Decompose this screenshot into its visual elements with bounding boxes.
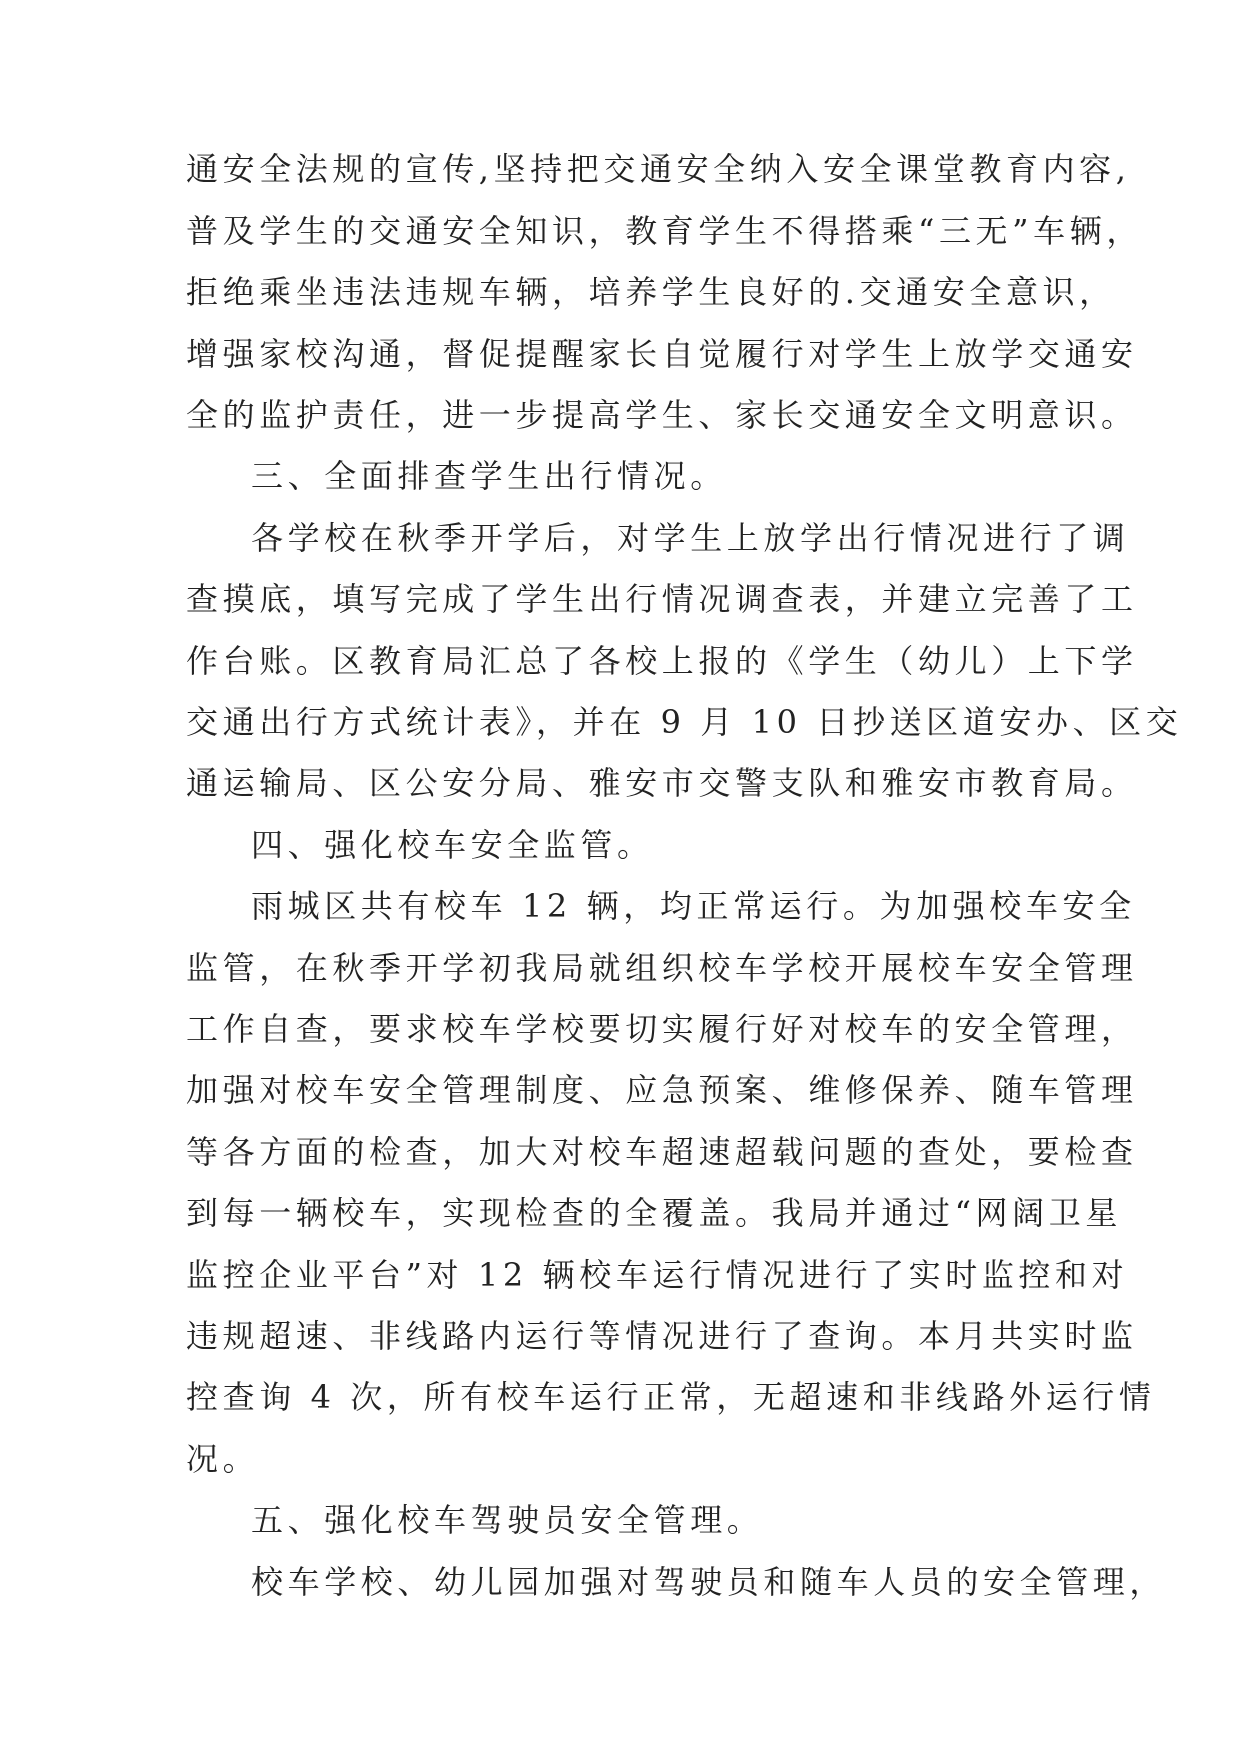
- section-heading: 四、强化校车安全监管。: [251, 826, 654, 864]
- body-text-line: 等各方面的检查，加大对校车超速超载问题的查处，要检查: [186, 1133, 1138, 1171]
- body-text-line: 工作自查，要求校车学校要切实履行好对校车的安全管理，: [186, 1010, 1138, 1048]
- body-text-line: 作台账。区教育局汇总了各校上报的《学生（幼儿）上下学: [186, 642, 1138, 680]
- body-text-line: 控查询 4 次，所有校车运行正常，无超速和非线路外运行情: [186, 1378, 1156, 1416]
- body-text-line: 通安全法规的宣传,坚持把交通安全纳入安全课堂教育内容,: [186, 150, 1131, 188]
- section-heading: 三、全面排查学生出行情况。: [251, 457, 727, 495]
- body-text-line: 况。: [186, 1440, 260, 1478]
- body-text-line: 交通出行方式统计表》，并在 9 月 10 日抄送区道安办、区交: [186, 703, 1183, 741]
- body-text-line: 全的监护责任，进一步提高学生、家长交通安全文明意识。: [186, 396, 1138, 434]
- body-text-line: 违规超速、非线路内运行等情况进行了查询。本月共实时监: [186, 1317, 1138, 1355]
- body-text-line: 各学校在秋季开学后，对学生上放学出行情况进行了调: [251, 519, 1130, 557]
- body-text-line: 查摸底，填写完成了学生出行情况调查表，并建立完善了工: [186, 580, 1138, 618]
- body-text-line: 监控企业平台”对 12 辆校车运行情况进行了实时监控和对: [186, 1256, 1129, 1294]
- body-text-line: 增强家校沟通，督促提醒家长自觉履行对学生上放学交通安: [186, 335, 1138, 373]
- body-text-line: 校车学校、幼儿园加强对驾驶员和随车人员的安全管理，: [251, 1563, 1167, 1601]
- body-text-line: 普及学生的交通安全知识，教育学生不得搭乘“三无”车辆，: [186, 212, 1143, 250]
- body-text-line: 到每一辆校车，实现检查的全覆盖。我局并通过“网阔卫星: [186, 1194, 1122, 1232]
- body-text-line: 监管，在秋季开学初我局就组织校车学校开展校车安全管理: [186, 949, 1138, 987]
- body-text-line: 通运输局、区公安分局、雅安市交警支队和雅安市教育局。: [186, 764, 1138, 802]
- body-text-line: 拒绝乘坐违法违规车辆，培养学生良好的.交通安全意识，: [186, 273, 1116, 311]
- body-text-line: 加强对校车安全管理制度、应急预案、维修保养、随车管理: [186, 1071, 1138, 1109]
- section-heading: 五、强化校车驾驶员安全管理。: [251, 1501, 764, 1539]
- body-text-line: 雨城区共有校车 12 辆，均正常运行。为加强校车安全: [251, 887, 1136, 925]
